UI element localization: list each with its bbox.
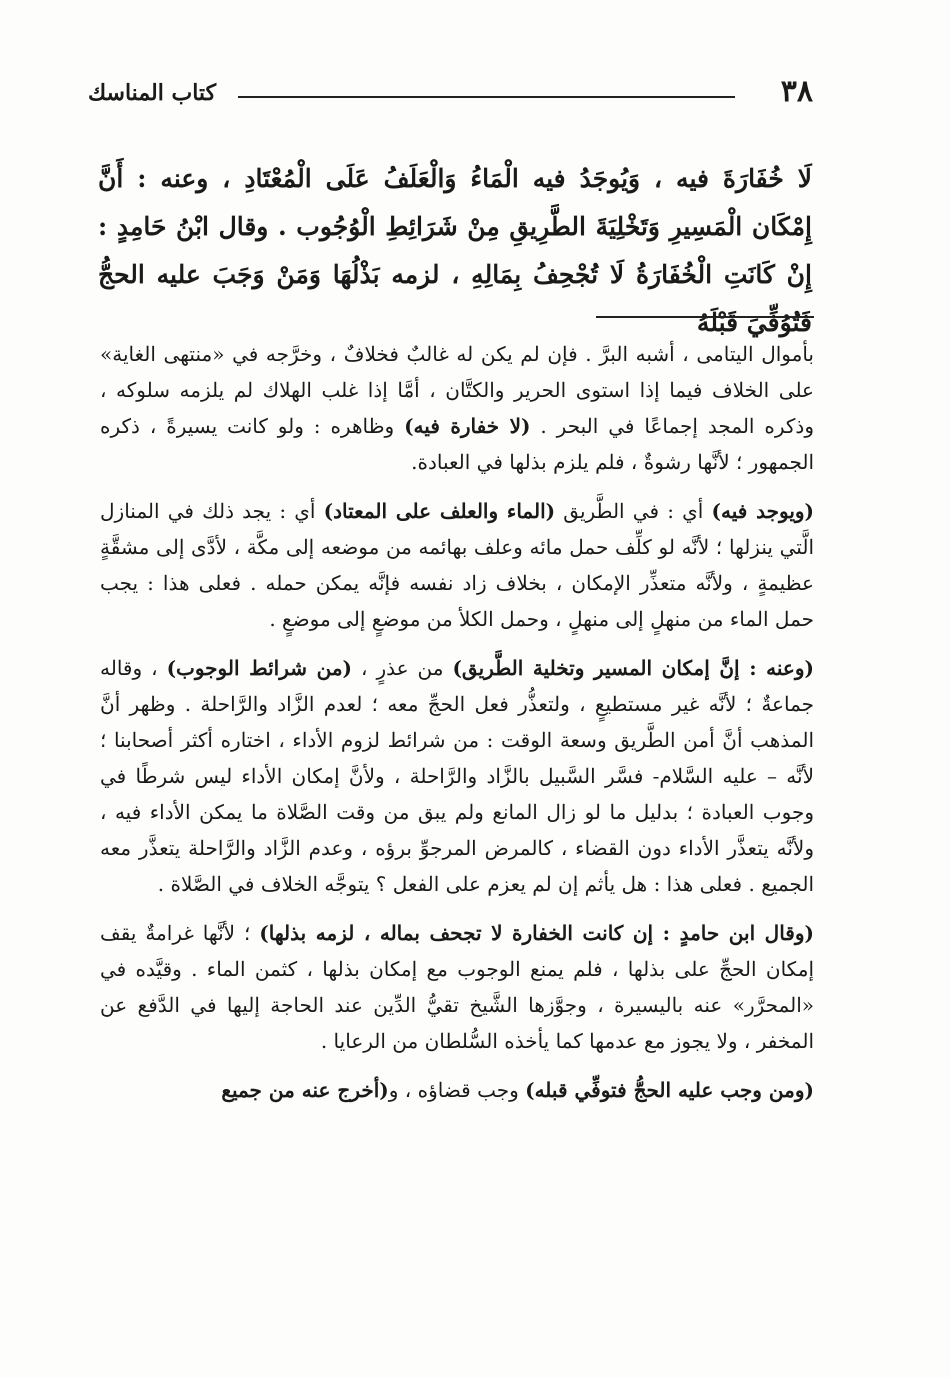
page-number: ٣٨ [780,74,813,109]
quoted-text: (ومن وجب عليه الحجُّ فتوفِّي قبله) [525,1078,814,1102]
commentary-text: من عذرٍ ، [352,656,453,680]
commentary-paragraph [100,493,814,637]
quoted-text: (من شرائط الوجوب) [166,656,353,680]
commentary-text: وجب قضاؤه ، و [388,1078,526,1102]
commentary-text: بأموال اليتامى ، أشبه البرَّ . فإن لم يكن له غالبٌ فخلافٌ ، وخرَّجه في «منتهى الغاية» على الخلاف فيما إذا استوى الحرير والكتَّان ، أمَّا إذا غلب الهلاك لم يلزمه سلوكه ، وذكره المجد إجماعًا في البحر . [100,342,814,438]
quoted-text: (ويوجد فيه) [711,499,815,523]
header-rule [238,96,735,98]
main-text: لَا خُفَارَةَ فيه ، وَيُوجَدُ فيه الْمَاءُ وَالْعَلَفُ عَلَى الْمُعْتَادِ ، وعنه : أَنَّ إِمْكَان الْمَسِيرِ وَتَخْلِيَةَ الطَّرِيقِ مِنْ شَرَائِطِ الْوُجُوب . وقال ابْنُ حَامِدٍ : إِنْ كَانَتِ الْخُفَارَةُ لَا تُجْحِفُ بِمَالِهِ ، لزمه بَذْلُهَا وَمَنْ وَجَبَ عليه الحجُّ فَتُوُفِّيَ قَبْلَهُ [98,164,812,337]
quoted-text: (وعنه : إنَّ إمكان المسير وتخلية الطَّريق) [452,656,814,680]
commentary-text: ؛ لأنَّها غرامةٌ يقف إمكان الحجِّ على بذلها ، فلم يمنع الوجوب مع إمكان بذلها ، كثمن الماء . وقيَّده في «المحرَّر» عنه باليسيرة ، وجوَّزها الشَّيخ تقيُّ الدِّين عند الحاجة إليها في الدَّفع عن المخفر ، ولا يجوز مع عدمها كما يأخذه السُّلطان من الرعايا . [100,921,814,1053]
commentary [100,336,814,1121]
page-header [88,72,813,112]
commentary-paragraph [100,336,814,480]
quoted-text: (الماء والعلف على المعتاد) [323,499,556,523]
quoted-text: (لا خفارة فيه) [404,414,531,438]
commentary-text: ، وقاله جماعةٌ ؛ لأنَّه غير مستطيعٍ ، ولتعذُّر فعل الحجِّ معه ؛ لعدم الزَّاد والرَّاحلة . وظهر أنَّ المذهب أنَّ أمن الطَّريق وسعة الوقت : من شرائط لزوم الأداء ، اختاره أكثر أصحابنا ؛ لأنَّه – عليه السَّلام- فسَّر السَّبيل بالزَّاد والرَّاحلة ، ولأنَّ إمكان الأداء ليس شرطًا في وجوب العبادة ؛ بدليل ما لو زال المانع ولم يبق من وقت الصَّلاة ما يمكن الأداء فيه ، ولأنَّه يتعذَّر الأداء دون القضاء ، كالمرض المرجوِّ برؤه ، وعدم الزَّاد والرَّاحلة يتعذَّر معه الجميع . فعلى هذا : هل يأثم إن لم يعزم على الفعل ؟ يتوجَّه الخلاف في الصَّلاة . [100,656,814,896]
commentary-paragraph [100,650,814,902]
quoted-text: (وقال ابن حامدٍ : إن كانت الخفارة لا تجحف بماله ، لزمه بذلها) [259,921,814,945]
footnote-divider [596,316,814,318]
commentary-text: أي : يجد ذلك في المنازل الَّتي ينزلها ؛ لأنَّه لو كلِّف حمل مائه وعلف بهائمه من موضعه إلى مكَّة ، لأدَّى إلى مشقَّةٍ عظيمةٍ ، ولأنَّه متعذِّر الإمكان ، بخلاف زاد نفسه فإنَّه يمكن حمله . فعلى هذا : يجب حمل الماء من منهلٍ إلى منهلٍ ، وحمل الكلأ من موضعٍ إلى موضعٍ . [100,499,814,631]
commentary-text: وظاهره : ولو كانت يسيرةً ، ذكره الجمهور ؛ لأنَّها رشوةٌ ، فلم يلزم بذلها في العبادة. [100,414,814,474]
commentary-text: أي : في الطَّريق [555,499,712,523]
book-title: كتاب المناسك [88,80,217,106]
quoted-text: (أخرج عنه من جميع [221,1078,389,1102]
commentary-paragraph [100,1072,814,1108]
commentary-paragraph [100,915,814,1059]
